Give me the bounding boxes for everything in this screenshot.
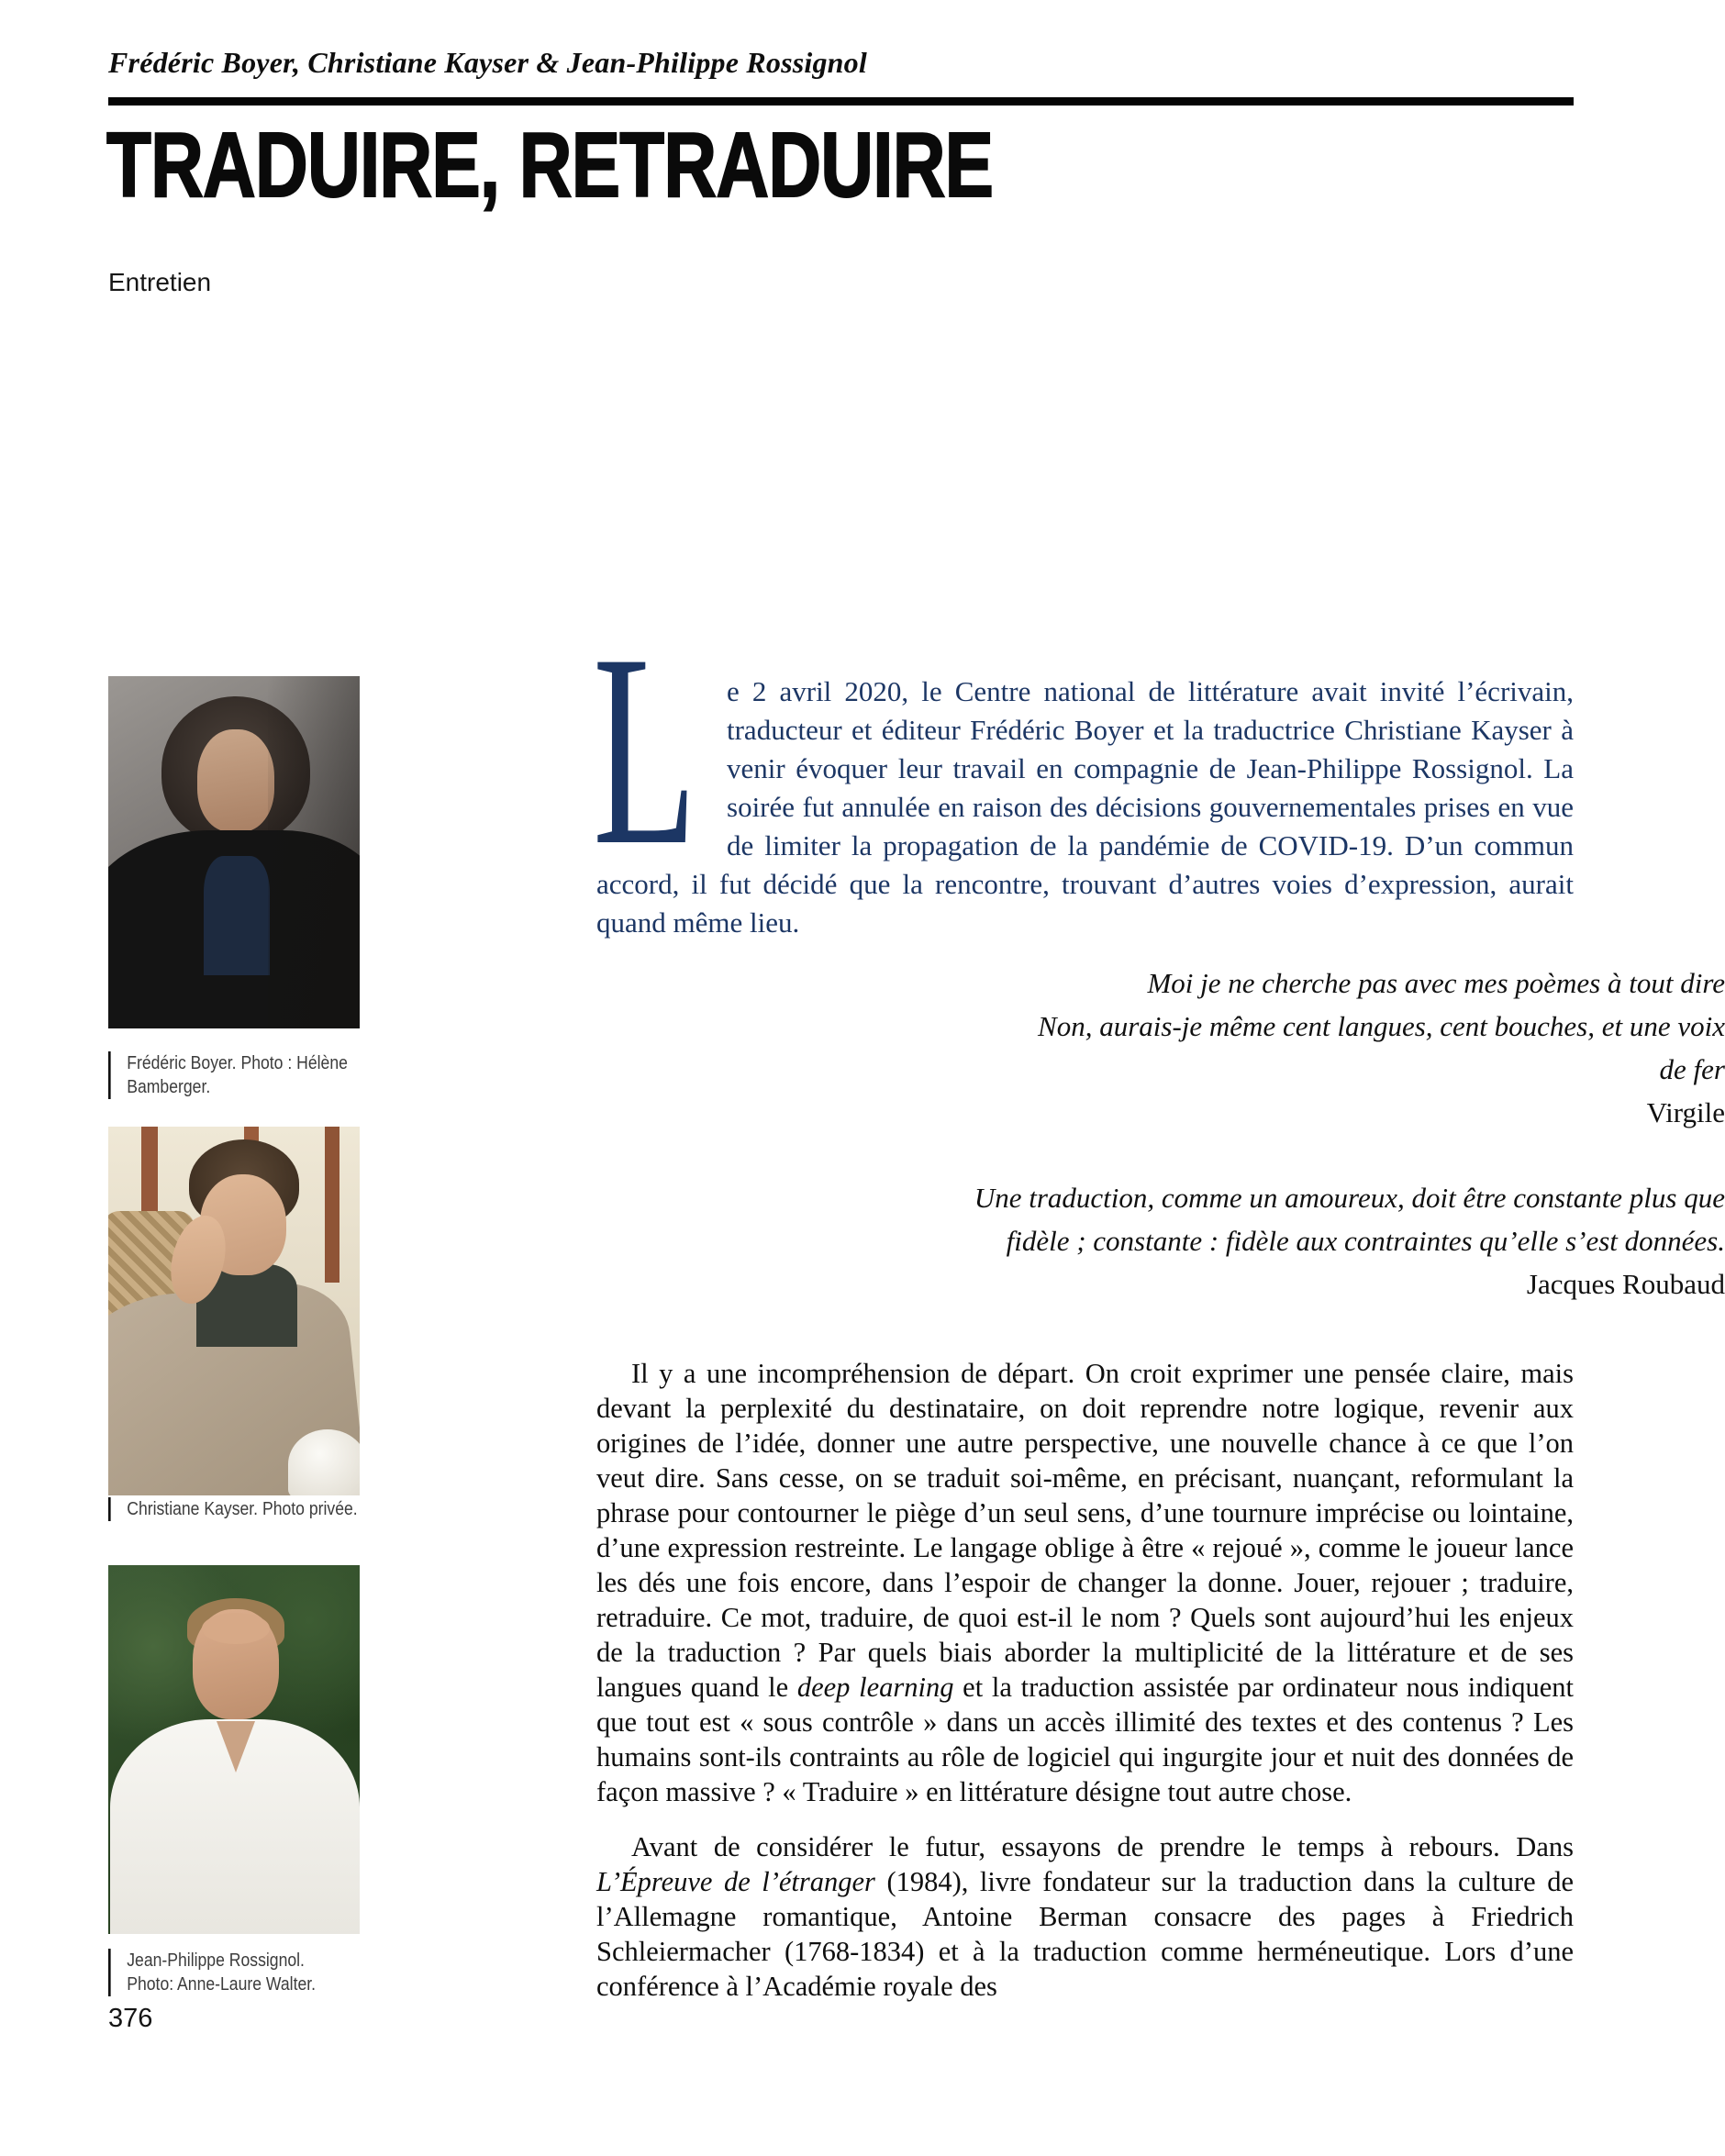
photo-frederic-boyer [108, 676, 360, 1028]
portrait-shirt [204, 856, 270, 975]
quote-virgile [748, 961, 1725, 1134]
quote-attribution: Virgile [1646, 1096, 1725, 1128]
portrait-shadow [268, 676, 360, 1028]
intro-paragraph [593, 597, 1574, 942]
window-frame [325, 1127, 339, 1283]
quote-lines: Une traduction, comme un amoureux, doit être constante plus que fidèle ; constante : fidèle aux contraintes qu’elle s’est données. [974, 1182, 1725, 1257]
dropcap-letter: L [593, 597, 697, 902]
quote-lines: Moi je ne cherche pas avec mes poèmes à tout dire Non, aurais-je même cent langues, cent bouches, et une voix de fer [1038, 967, 1725, 1085]
caption-christiane-kayser: Christiane Kayser. Photo privée. [108, 1497, 417, 1521]
quote-jacques-roubaud [748, 1176, 1725, 1306]
body-paragraph-2: Avant de considérer le futur, essayons de prendre le temps à rebours. Dans L’Épreuve de l’étranger (1984), livre fondateur sur la traduction dans la culture de l’Allemagne romantique, Antoine Berman consacre des pages à Friedrich Schleiermacher (1768-1834) et à la traduction comme herméneutique. Lors d’une conférence à l’Académie royale des [596, 1831, 1574, 2002]
article-kicker: Entretien [108, 268, 212, 296]
dropcap-box [593, 597, 712, 902]
photo-jean-philippe-rossignol [108, 1565, 360, 1934]
header-rule [108, 97, 1574, 106]
caption-frederic-boyer: Frédéric Boyer. Photo : Hélène Bamberger. [108, 1051, 417, 1099]
caption-jean-philippe-rossignol: Jean-Philippe Rossignol. Photo: Anne-Laure Walter. [108, 1949, 417, 1996]
teapot [288, 1429, 360, 1495]
quote-attribution: Jacques Roubaud [1526, 1268, 1725, 1300]
portrait-forehead [202, 1613, 270, 1644]
portrait-face [197, 729, 274, 832]
authors-line: Frédéric Boyer, Christiane Kayser & Jean-Philippe Rossignol [108, 46, 867, 79]
body-paragraph-1: Il y a une incompréhension de départ. On croit exprimer une pensée claire, mais devant la perplexité du destinataire, on doit reprendre notre logique, revenir aux origines de l’idée, donner une autre perspective, une nouvelle chance à ce que l’on veut dire. Sans cesse, on se traduit soi-même, en précisant, nuançant, reformulant la phrase pour contourner le piège d’un seul sens, d’une tournure imprécise ou lointaine, d’une expression restreinte. Le langage oblige à être « rejoué », comme le joueur lance les dés une fois encore, dans l’espoir de changer la donne. Jouer, rejouer ; traduire, retraduire. Ce mot, traduire, de quoi est-il le nom ? Quels sont aujourd’hui les enjeux de la traduction ? Par quels biais aborder la multiplicité de la littérature et de ses langues quand le deep learning et la traduction assistée par ordinateur nous indiquent que tout est « sous contrôle » dans un accès illimité des textes et des contenus ? Les humains sont-ils contraints au rôle de logiciel qui ingurgite jour et nuit des données de façon massive ? « Traduire » en littérature désigne tout autre chose. [596, 1358, 1575, 1807]
page-number: 376 [108, 2004, 153, 2033]
photo-christiane-kayser [108, 1127, 360, 1495]
page-title: TRADUIRE, RETRADUIRE [106, 114, 994, 217]
intro-text: e 2 avril 2020, le Centre national de littérature avait invité l’écrivain, traducteur et éditeur Frédéric Boyer et la traductrice Christiane Kayser à venir évoquer leur travail en compagnie de Jean-Philippe Rossignol. La soirée fut annulée en raison des décisions gouvernementales prises en vue de limiter la propagation de la pandémie de COVID-19. D’un commun accord, il fut décidé que la rencontre, trouvant d’autres voies d’expression, aurait quand même lieu. [596, 675, 1574, 939]
